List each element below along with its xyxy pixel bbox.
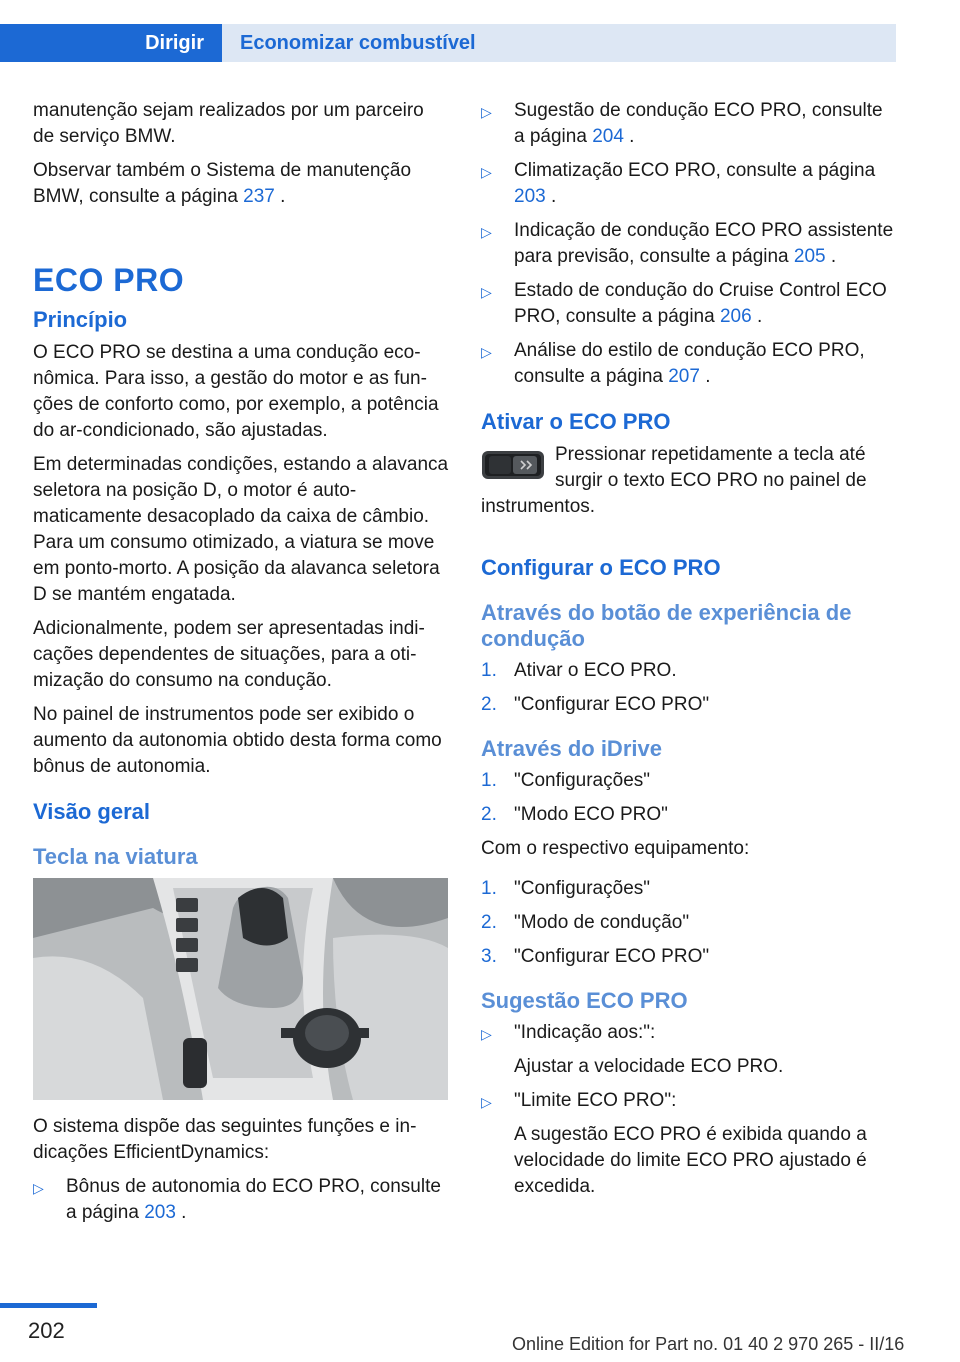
page-link[interactable]: 205 xyxy=(793,246,826,267)
chapter-title: ECO PRO xyxy=(33,262,185,298)
item-text: "Modo ECO PRO" xyxy=(514,804,668,825)
list-item xyxy=(481,802,897,828)
item-text: . xyxy=(751,306,763,327)
page-link[interactable]: 203 xyxy=(144,1202,176,1223)
edition-note: Online Edition for Part no. 01 40 2 970 265 - II/16 xyxy=(512,1334,905,1354)
list-item xyxy=(481,1020,897,1080)
item-text: "Configurar ECO PRO" xyxy=(514,946,710,967)
paragraph: Em determinadas condições, estando a alavanca seletora na posição D, o motor é automaticamente desacoplado da caixa de câmbio. Para um consumo otimizado, a viatura se move em ponto-morto. A posição da alavanca seletora D se mantém engatada. xyxy=(33,454,449,605)
page-link[interactable]: 237 xyxy=(243,186,275,207)
page-number: 202 xyxy=(28,1318,65,1343)
paragraph xyxy=(33,158,449,210)
step-number: 3. xyxy=(481,946,497,967)
triangle-bullet-icon: ▷ xyxy=(481,1026,492,1042)
list-item xyxy=(481,158,897,210)
list-item xyxy=(481,910,897,936)
item-text: Análise do estilo de condução ECO PRO, consulte a página xyxy=(514,340,865,387)
list-item xyxy=(481,658,897,684)
item-text: Indicação de condução ECO PRO assistente para previsão, consulte a página xyxy=(514,220,894,267)
item-text: . xyxy=(175,1202,187,1223)
suggestion-list xyxy=(481,1020,897,1200)
item-text: Sugestão de condução ECO PRO, consulte a página xyxy=(514,100,883,147)
paragraph: manutenção sejam realizados por um parceiro de serviço BMW. xyxy=(33,100,424,147)
item-text: Ajustar a velocidade ECO PRO. xyxy=(514,1056,784,1077)
footer-rule xyxy=(0,1303,97,1308)
paragraph: No painel de instrumentos pode ser exibido o aumento da autonomia obtido desta forma como bônus de autonomia. xyxy=(33,704,442,777)
subsection-tab[interactable]: Economizar combustível xyxy=(222,24,896,62)
paragraph-text: Observar também o Sistema de manutenção BMW, consulte a página xyxy=(33,160,412,207)
subsection-heading: Através do iDrive xyxy=(481,736,662,761)
item-title: "Indicação aos:": xyxy=(514,1022,656,1043)
list-item xyxy=(481,876,897,902)
triangle-bullet-icon: ▷ xyxy=(481,104,492,120)
triangle-bullet-icon: ▷ xyxy=(481,164,492,180)
section-heading: Princípio xyxy=(33,307,128,332)
paragraph: Adicionalmente, podem ser apresentadas indicações dependentes de situações, para a otimização do consumo na condução. xyxy=(33,618,425,691)
step-number: 1. xyxy=(481,770,497,791)
paragraph: Pressionar repetidamente a tecla até surgir o texto ECO PRO no painel de instrumentos. xyxy=(481,444,867,517)
list-item xyxy=(481,218,897,270)
list-item xyxy=(481,1088,897,1200)
paragraph: O ECO PRO se destina a uma condução econômica. Para isso, a gestão do motor e as funções de conforto como, por exemplo, a potência do ar-condicionado, são ajustadas. xyxy=(33,342,439,441)
page-link[interactable]: 203 xyxy=(514,186,546,207)
item-text: "Configurar ECO PRO" xyxy=(514,694,710,715)
steps-list xyxy=(481,658,897,718)
item-text: "Configurações" xyxy=(514,770,651,791)
paragraph: Com o respectivo equipamento: xyxy=(481,838,750,859)
section-heading: Configurar o ECO PRO xyxy=(481,555,721,580)
item-text: "Configurações" xyxy=(514,878,651,899)
item-text: "Modo de condução" xyxy=(514,912,690,933)
item-title: "Limite ECO PRO": xyxy=(514,1090,677,1111)
item-text: A sugestão ECO PRO é exibida quando a velocidade do limite ECO PRO ajustado é excedida. xyxy=(514,1124,867,1197)
page-header xyxy=(0,24,896,62)
steps-list xyxy=(481,876,897,970)
steps-list xyxy=(481,768,897,828)
center-console-photo xyxy=(33,878,448,1100)
right-column xyxy=(481,98,897,1208)
list-item xyxy=(481,768,897,794)
activate-block xyxy=(481,442,897,528)
function-list xyxy=(481,98,897,390)
list-item xyxy=(481,692,897,718)
paragraph-text: . xyxy=(274,186,286,207)
section-heading: Ativar o ECO PRO xyxy=(481,409,671,434)
step-number: 2. xyxy=(481,804,497,825)
item-text: . xyxy=(545,186,557,207)
item-text: Estado de condução do Cruise Control ECO PRO, consulte a página xyxy=(514,280,887,327)
step-number: 1. xyxy=(481,878,497,899)
subsection-heading: Através do botão de experiência de condução xyxy=(481,600,852,651)
triangle-bullet-icon: ▷ xyxy=(481,1094,492,1110)
step-number: 2. xyxy=(481,694,497,715)
triangle-bullet-icon: ▷ xyxy=(33,1180,44,1196)
list-item xyxy=(481,338,897,390)
subsection-heading: Sugestão ECO PRO xyxy=(481,988,688,1013)
step-number: 2. xyxy=(481,912,497,933)
step-number: 1. xyxy=(481,660,497,681)
paragraph: O sistema dispõe das seguintes funções e indicações EfficientDynamics: xyxy=(33,1116,417,1163)
triangle-bullet-icon: ▷ xyxy=(481,284,492,300)
page-link[interactable]: 204 xyxy=(592,126,624,147)
item-text: Bônus de autonomia do ECO PRO, consulte a página xyxy=(66,1176,441,1223)
section-heading: Visão geral xyxy=(33,799,150,824)
list-item xyxy=(481,278,897,330)
item-text: Climatização ECO PRO, consulte a página xyxy=(514,160,876,181)
item-text: . xyxy=(623,126,635,147)
section-tab[interactable]: Dirigir xyxy=(0,24,222,62)
list-item xyxy=(481,944,897,970)
eco-pro-button-icon xyxy=(481,448,545,482)
list-item xyxy=(481,98,897,150)
item-text: . xyxy=(825,246,837,267)
item-text: Ativar o ECO PRO. xyxy=(514,660,677,681)
subsection-heading: Tecla na viatura xyxy=(33,844,198,869)
triangle-bullet-icon: ▷ xyxy=(481,224,492,240)
function-list xyxy=(33,1174,449,1226)
left-column xyxy=(33,98,449,1234)
list-item xyxy=(33,1174,449,1226)
page-link[interactable]: 207 xyxy=(668,366,700,387)
triangle-bullet-icon: ▷ xyxy=(481,344,492,360)
item-text: . xyxy=(699,366,711,387)
page-link[interactable]: 206 xyxy=(719,306,752,327)
